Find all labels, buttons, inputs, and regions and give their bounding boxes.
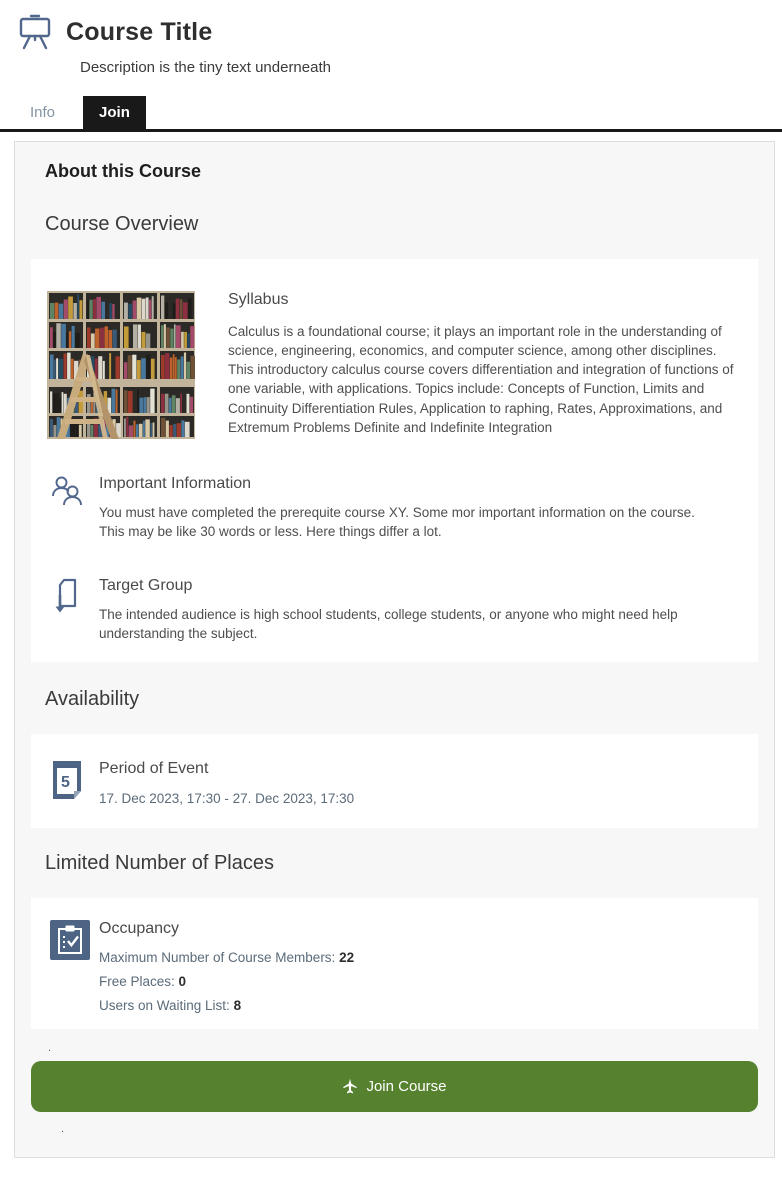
join-tab-panel [14, 141, 775, 1158]
max-members-line: Maximum Number of Course Members: 22 [99, 949, 355, 965]
occupancy-heading: Occupancy [99, 919, 180, 937]
page-down-arrow-icon [47, 577, 99, 643]
panel-title: About this Course [45, 161, 201, 181]
tab-info[interactable]: Info [30, 104, 56, 121]
join-course-button[interactable] [31, 1061, 758, 1112]
free-places-value: 0 [178, 973, 187, 989]
free-places-line: Free Places: 0 [99, 973, 187, 989]
waiting-list-value: 8 [233, 997, 242, 1013]
occupancy-card [31, 898, 758, 1029]
target-group-row [47, 577, 742, 643]
section-heading-availability: Availability [45, 687, 140, 710]
join-course-button-label: Join Course [366, 1077, 447, 1095]
clipboard-check-icon [50, 920, 90, 960]
calendar-day-icon [47, 760, 99, 806]
period-of-event-row [47, 760, 742, 806]
calendar-day-number: 5 [61, 773, 70, 791]
syllabus-body: Calculus is a foundational course; it plays an important role in the understanding of science, engineering, economics, and computer science, among other disciplines. This introductory calculus course covers differentiation and integration of functions of one variable, with applications. Topics include: Concepts of Function, Limits and Continuity Differentiation Rules, Application to raphing, Rates, Approximations, and Extremum Problems Definite and Indefinite Integration [228, 324, 734, 435]
page-header [0, 0, 782, 76]
section-heading-limited-places: Limited Number of Places [45, 851, 274, 874]
bookshelf-photo [47, 291, 195, 439]
syllabus-heading: Syllabus [228, 291, 289, 308]
waiting-list-line: Users on Waiting List: 8 [99, 997, 242, 1013]
plane-icon [342, 1078, 358, 1094]
syllabus-row [47, 291, 742, 439]
course-description: Description is the tiny text underneath [80, 59, 331, 76]
tab-bar [0, 96, 782, 132]
course-overview-card [31, 259, 758, 662]
max-members-value: 22 [339, 949, 355, 965]
important-information-body: You must have completed the prerequite course XY. Some mor important information on the course. This may be like 30 words or less. Here things differ a lot. [99, 505, 695, 540]
presentation-board-icon [18, 14, 52, 50]
target-group-heading: Target Group [99, 577, 193, 595]
availability-card [31, 734, 758, 828]
important-information-row [47, 475, 742, 541]
stray-dot-below-button: . [61, 1122, 65, 1135]
tab-join[interactable]: Join [83, 96, 146, 129]
important-information-heading: Important Information [99, 475, 252, 492]
occupancy-row [47, 920, 742, 1013]
target-group-body: The intended audience is high school students, college students, or anyone who might need help understanding the subject. [99, 607, 678, 642]
page-title: Course Title [66, 17, 213, 46]
period-of-event-heading: Period of Event [99, 759, 209, 777]
people-icon [47, 475, 99, 541]
section-heading-course-overview: Course Overview [45, 213, 199, 235]
stray-dot-above-button: . [48, 1041, 52, 1054]
period-of-event-value: 17. Dec 2023, 17:30 - 27. Dec 2023, 17:30 [99, 790, 355, 806]
